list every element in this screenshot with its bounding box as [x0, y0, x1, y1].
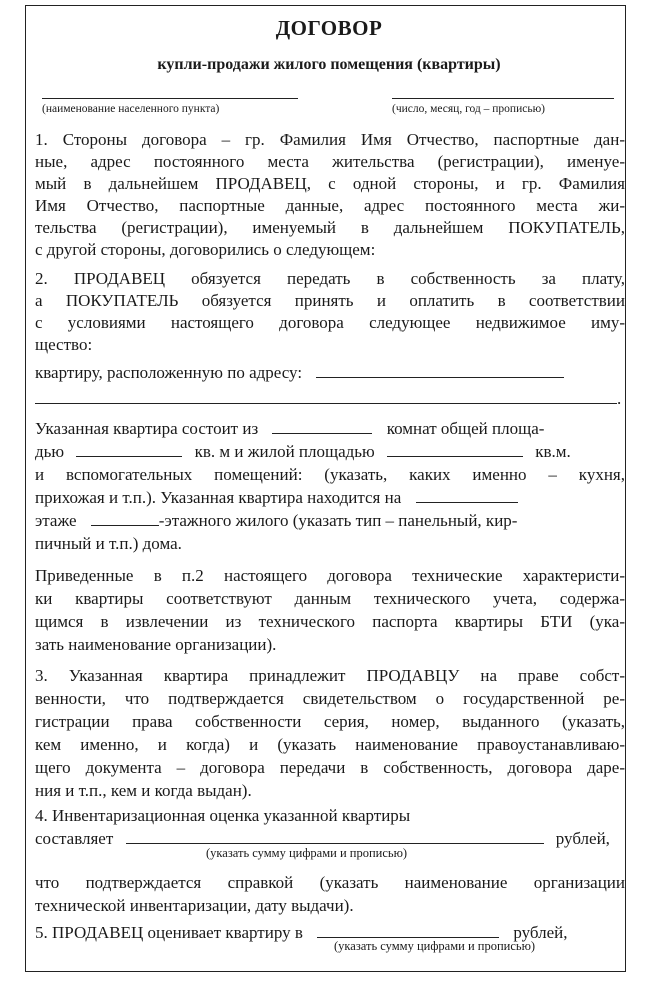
tech-line: щимся в извлечении из технического паспорта квартиры БТИ (ука-	[35, 612, 625, 631]
section2-line: 2. ПРОДАВЕЦ обязуется передать в собственность за плату,	[35, 269, 625, 288]
rooms-line	[35, 441, 625, 463]
rooms-line	[35, 418, 625, 440]
tech-line: зать наименование организации).	[35, 635, 277, 654]
section3-line: кем именно, и когда) и (указать наименование правоустанавливаю-	[35, 735, 625, 754]
section5-text: рублей,	[513, 923, 568, 942]
address-line-2	[35, 388, 625, 410]
rooms-text: кв. м и жилой площадью	[194, 442, 375, 461]
document-subtitle: купли-продажи жилого помещения (квартиры)	[157, 56, 501, 73]
section1-line: ные, адрес постоянного места жительства (регистрации), именуе-	[35, 152, 625, 171]
section4-text: рублей,	[555, 829, 610, 848]
section3-line: гистрации права собственности серия, номер, выданного (указать,	[35, 712, 625, 731]
seller-price-blank[interactable]	[317, 923, 499, 938]
section2-line: с условиями настоящего договора следующее недвижимое иму-	[35, 313, 625, 332]
tech-line: Приведенные в п.2 настоящего договора технические характеристи-	[35, 566, 625, 585]
address-line	[35, 362, 625, 384]
address-blank-2[interactable]	[35, 389, 617, 404]
rooms-text: комнат общей площа-	[386, 419, 545, 438]
settlement-caption: (наименование населенного пункта)	[42, 103, 220, 115]
rooms-text: дью	[35, 442, 65, 461]
date-blank	[392, 98, 614, 99]
total-area-blank[interactable]	[76, 442, 182, 457]
rooms-line	[35, 510, 625, 532]
section1-line: с другой стороны, договорились о следующем:	[35, 240, 376, 259]
inventory-value-caption: (указать сумму цифрами и прописью)	[206, 846, 408, 860]
section3-line: щего документа – договора передачи в собственность, договора даре-	[35, 758, 625, 777]
rooms-text: -этажного жилого (указать тип – панельный, кир-	[158, 511, 518, 530]
settlement-blank	[42, 98, 298, 99]
rooms-text: Указанная квартира состоит из	[35, 419, 259, 438]
section3-line: венности, что подтверждается свидетельством о государственной ре-	[35, 689, 625, 708]
section1-line: Имя Отчество, паспортные данные, адрес постоянного места жи-	[35, 196, 625, 215]
address-end: .	[617, 389, 622, 408]
section1-line: мый в дальнейшем ПРОДАВЕЦ, с одной стороны, и гр. Фамилия	[35, 174, 625, 193]
section3-line: ния и т.п., кем и когда выдан).	[35, 781, 252, 800]
rooms-line: и вспомогательных помещений: (указать, каких именно – кухня,	[35, 465, 625, 484]
section3-line: 3. Указанная квартира принадлежит ПРОДАВЦУ на праве собст-	[35, 666, 625, 685]
address-label: квартиру, расположенную по адресу:	[35, 363, 303, 382]
floor-blank[interactable]	[416, 488, 518, 503]
section5-text: 5. ПРОДАВЕЦ оценивает квартиру в	[35, 923, 303, 942]
storeys-blank[interactable]	[91, 511, 159, 526]
rooms-text: прихожая и т.п.). Указанная квартира находится на	[35, 488, 402, 507]
date-caption: (число, месяц, год – прописью)	[392, 103, 546, 115]
rooms-text: кв.м.	[535, 442, 571, 461]
section4-line: технической инвентаризации, дату выдачи).	[35, 896, 354, 915]
living-area-blank[interactable]	[387, 442, 523, 457]
section2-line: щество:	[35, 335, 93, 354]
document-title: ДОГОВОР	[275, 16, 383, 40]
rooms-count-blank[interactable]	[272, 419, 372, 434]
section2-line: а ПОКУПАТЕЛЬ обязуется принять и оплатить в соответствии	[35, 291, 625, 310]
seller-price-caption: (указать сумму цифрами и прописью)	[334, 939, 536, 953]
section5-line	[35, 922, 625, 944]
rooms-text: этаже	[35, 511, 77, 530]
section1-line: тельства (регистрации), именуемый в дальнейшем ПОКУПАТЕЛЬ,	[35, 218, 625, 237]
section4-line: что подтверждается справкой (указать наименование организации	[35, 873, 625, 892]
rooms-line: пичный и т.п.) дома.	[35, 534, 182, 553]
address-blank[interactable]	[316, 363, 564, 378]
section4-text: составляет	[35, 829, 114, 848]
rooms-line	[35, 487, 625, 509]
section4-line: 4. Инвентаризационная оценка указанной квартиры	[35, 806, 411, 825]
section1-line: 1. Стороны договора – гр. Фамилия Имя Отчество, паспортные дан-	[35, 130, 625, 149]
tech-line: ки квартиры соответствуют данным технического учета, содержа-	[35, 589, 625, 608]
inventory-value-blank[interactable]	[126, 829, 544, 844]
